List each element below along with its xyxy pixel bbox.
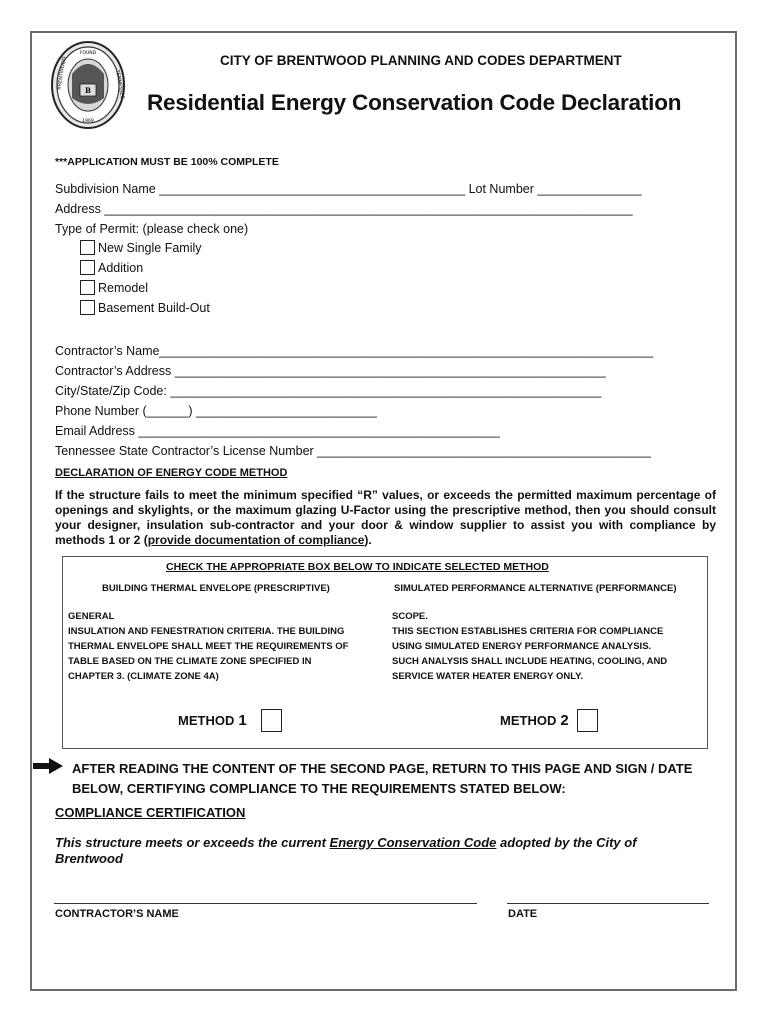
permit-type-label: Type of Permit: (please check one) [55,222,249,236]
permit-option-basement[interactable] [80,300,210,315]
city-seal-logo [50,40,126,130]
method-1-option[interactable]: METHOD 1 [178,709,282,732]
svg-text:FOUND: FOUND [79,51,97,56]
subdivision-lot-field[interactable]: Subdivision Name ____________________________________________ Lot Number _______________ [55,182,642,196]
email-field[interactable]: Email Address ____________________________________________________ [55,424,500,438]
svg-text:1969: 1969 [82,119,94,124]
department-name: CITY OF BRENTWOOD PLANNING AND CODES DEPARTMENT [220,53,622,68]
declaration-paragraph: If the structure fails to meet the minimum specified “R” values, or exceeds the permitted maximum percentage of openings and skylights, or the maximum glazing U-Factor using the prescriptive method, then you should consult your designer, insulation sub-contractor and your door & window supplier to assist you with compliance by methods 1 or 2 (provide documentation of compliance). [55,488,716,547]
checkbox[interactable] [80,300,95,315]
permit-option-addition[interactable] [80,260,143,275]
checkbox[interactable] [80,240,95,255]
performance-heading: SIMULATED PERFORMANCE ALTERNATIVE (PERFORMANCE) [394,583,677,594]
license-field[interactable]: Tennessee State Contractor’s License Number ________________________________________________ [55,444,651,458]
permit-option-label: Remodel [98,280,149,295]
method-2-checkbox[interactable] [577,709,598,732]
signing-instruction: AFTER READING THE CONTENT OF THE SECOND PAGE, RETURN TO THIS PAGE AND SIGN / DATE BELOW, CERTIFYING COMPLIANCE TO THE REQUIREMENTS STATED BELOW: [72,761,693,796]
date-label: DATE [508,908,538,920]
permit-option-remodel[interactable] [80,280,148,295]
certification-heading: COMPLIANCE CERTIFICATION [55,805,246,820]
permit-option-label: Basement Build-Out [98,300,210,315]
certification-statement: This structure meets or exceeds the current Energy Conservation Code adopted by the City of Brentwood [55,835,637,866]
address-field[interactable]: Address ____________________________________________________________________________ [55,202,633,216]
declaration-heading: DECLARATION OF ENERGY CODE METHOD [55,467,288,479]
phone-field[interactable]: Phone Number (______) __________________________ [55,404,377,418]
prescriptive-description: GENERAL INSULATION AND FENESTRATION CRITERIA. THE BUILDING THERMAL ENVELOPE SHALL MEET THE REQUIREMENTS OF TABLE BASED ON THE CLIMATE ZONE SPECIFIED IN CHAPTER 3. (CLIMATE ZONE 4A) [68,611,349,682]
svg-text:B: B [85,86,91,95]
completion-note: ***APPLICATION MUST BE 100% COMPLETE [55,156,279,168]
contractor-name-label: CONTRACTOR’S NAME [55,908,179,920]
form-title: Residential Energy Conservation Code Declaration [147,90,682,115]
svg-text:BRENTWOOD: BRENTWOOD [56,56,68,91]
method-1-checkbox[interactable] [261,709,282,732]
date-signature-line[interactable] [507,903,709,904]
energy-code-link: Energy Conservation Code [329,835,497,850]
checkbox[interactable] [80,280,95,295]
city-state-zip-field[interactable]: City/State/Zip Code: ______________________________________________________________ [55,384,602,398]
contractor-address-field[interactable]: Contractor’s Address ______________________________________________________________ [55,364,606,378]
performance-description: SCOPE. THIS SECTION ESTABLISHES CRITERIA FOR COMPLIANCE USING SIMULATED ENERGY PERFORMANCE ANALYSIS. SUCH ANALYSIS SHALL INCLUDE HEATING, COOLING, AND SERVICE WATER HEATER ENERGY ONLY. [392,611,668,682]
permit-option-new-single-family[interactable] [80,240,202,255]
svg-text:TENNESSEE: TENNESSEE [114,69,126,100]
permit-option-label: Addition [98,260,144,275]
method-box-heading: CHECK THE APPROPRIATE BOX BELOW TO INDICATE SELECTED METHOD [166,561,549,573]
method-2-option[interactable]: METHOD 2 [500,709,598,732]
checkbox[interactable] [80,260,95,275]
arrow-right-icon [33,758,63,774]
contractor-name-field[interactable]: Contractor’s Name_______________________________________________________________________ [55,344,654,358]
permit-option-label: New Single Family [98,240,202,255]
contractor-signature-line[interactable] [54,903,477,904]
prescriptive-heading: BUILDING THERMAL ENVELOPE (PRESCRIPTIVE) [102,583,330,594]
documentation-link: provide documentation of compliance [147,533,365,547]
